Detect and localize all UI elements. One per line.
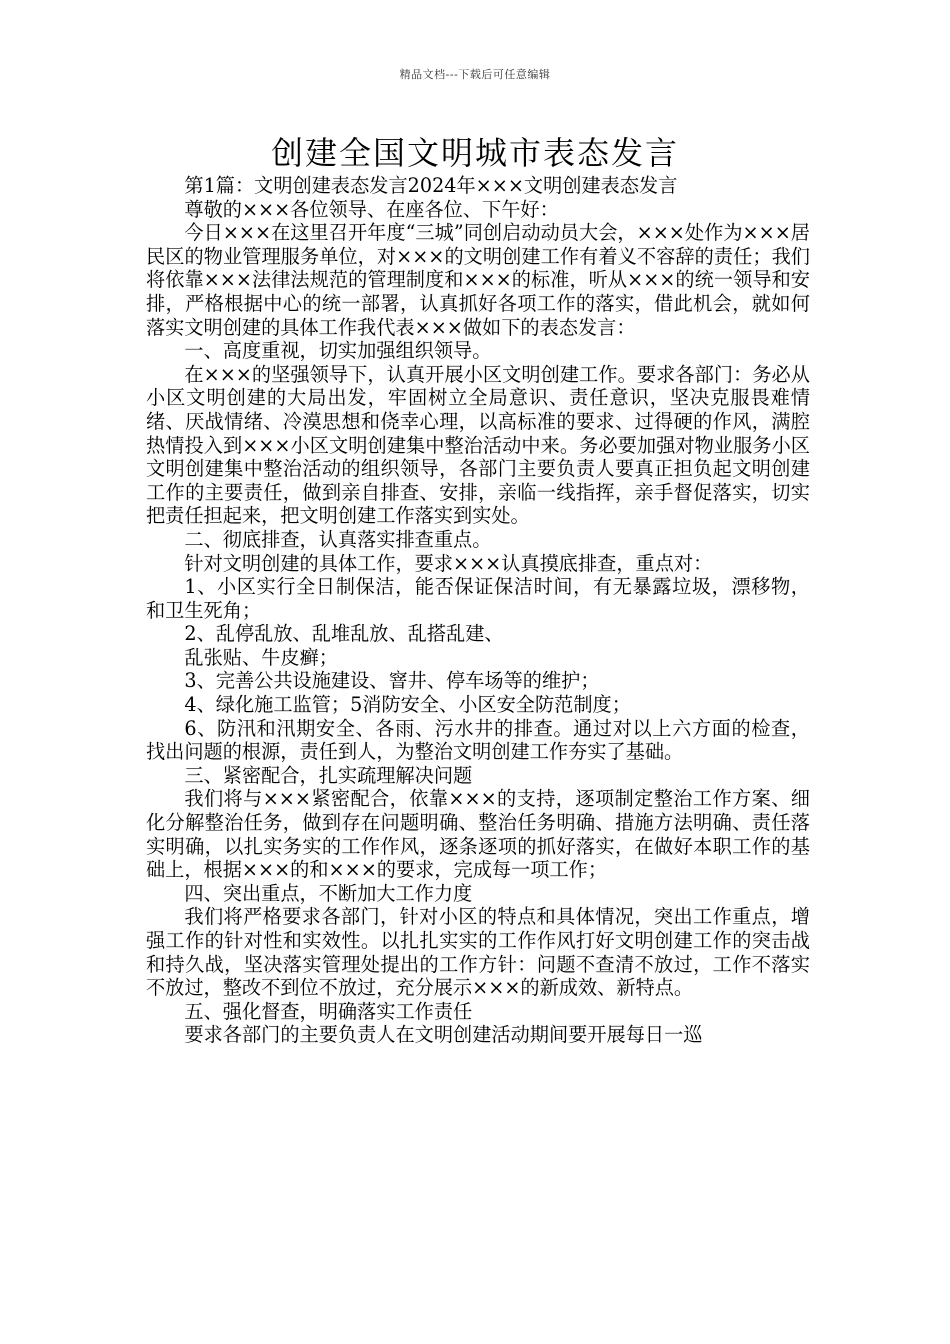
section-heading: 三、紧密配合，扎实疏理解决问题: [184, 763, 473, 787]
section-heading: 四、突出重点，不断加大工作力度: [184, 881, 473, 905]
list-item: 6、防汛和汛期安全、各雨、污水井的排查。通过对以上六方面的检查，找出问题的根源，责任到人，为整治文明创建工作夯实了基础。: [146, 716, 810, 764]
paragraph: 在×××的坚强领导下，认真开展小区文明创建工作。要求各部门：务必从小区文明创建的大局出发，牢固树立全局意识、责任意识，坚决克服畏难情绪、厌战情绪、冷漠思想和侥幸心理，以高标准的要求、过得硬的作风，满腔热情投入到×××小区文明创建集中整治活动中来。务必要加强对物业服务小区文明创建集中整治活动的组织领导，各部门主要负责人要真正担负起文明创建工作的主要责任，做到亲自排查、安排，亲临一线指挥，亲手督促落实，切实把责任担起来，把文明创建工作落实到实处。: [146, 362, 810, 528]
paragraph: 第1篇：文明创建表态发言2024年×××文明创建表态发言: [184, 174, 678, 197]
list-item: 乱张贴、牛皮癣；: [184, 645, 338, 669]
paragraph: 要求各部门的主要负责人在文明创建活动期间要开展每日一巡: [184, 1023, 703, 1047]
section-heading: 一、高度重视，切实加强组织领导。: [184, 339, 492, 363]
document-body: [146, 174, 810, 1047]
list-item: 3、完善公共设施建设、窨井、停车场等的维护；: [184, 669, 600, 693]
list-item: 2、乱停乱放、乱堆乱放、乱搭乱建、: [184, 622, 504, 646]
section-heading: 五、强化督查，明确落实工作责任: [184, 999, 473, 1023]
paragraph: 我们将与×××紧密配合，依靠×××的支持，逐项制定整治工作方案、细化分解整治任务，做到存在问题明确、整治任务明确、措施方法明确、责任落实明确，以扎实务实的工作作风，逐条逐项的抓好落实，在做好本职工作的基础上，根据×××的和×××的要求，完成每一项工作；: [146, 787, 810, 882]
paragraph: 今日×××在这里召开年度“三城”同创启动动员大会，×××处作为×××居民区的物业管理服务单位，对×××的文明创建工作有着义不容辞的责任；我们将依靠×××法律法规范的管理制度和×××的标准，听从×××的统一领导和安排，严格根据中心的统一部署，认真抓好各项工作的落实，借此机会，就如何落实文明创建的具体工作我代表×××做如下的表态发言：: [146, 221, 810, 339]
list-item: 4、绿化施工监管；5消防安全、小区安全防范制度；: [184, 693, 631, 717]
document-title: 创建全国文明城市表态发言: [270, 134, 679, 172]
paragraph: 尊敬的×××各位领导、在座各位、下午好：: [184, 197, 559, 221]
section-heading: 二、彻底排查，认真落实排查重点。: [184, 527, 492, 551]
paragraph: 我们将严格要求各部门，针对小区的特点和具体情况，突出工作重点，增强工作的针对性和实效性。以扎扎实实的工作作风打好文明创建工作的突击战和持久战，坚决落实管理处提出的工作方针：问题不查清不放过，工作不落实不放过，整改不到位不放过，充分展示×××的新成效、新特点。: [146, 905, 810, 1000]
list-item: 1、小区实行全日制保洁，能否保证保洁时间，有无暴露垃圾，漂移物，和卫生死角；: [146, 575, 810, 622]
header-note: 精品文档---下载后可任意编辑: [399, 68, 551, 81]
paragraph: 针对文明创建的具体工作，要求×××认真摸底排查，重点对：: [184, 551, 713, 575]
